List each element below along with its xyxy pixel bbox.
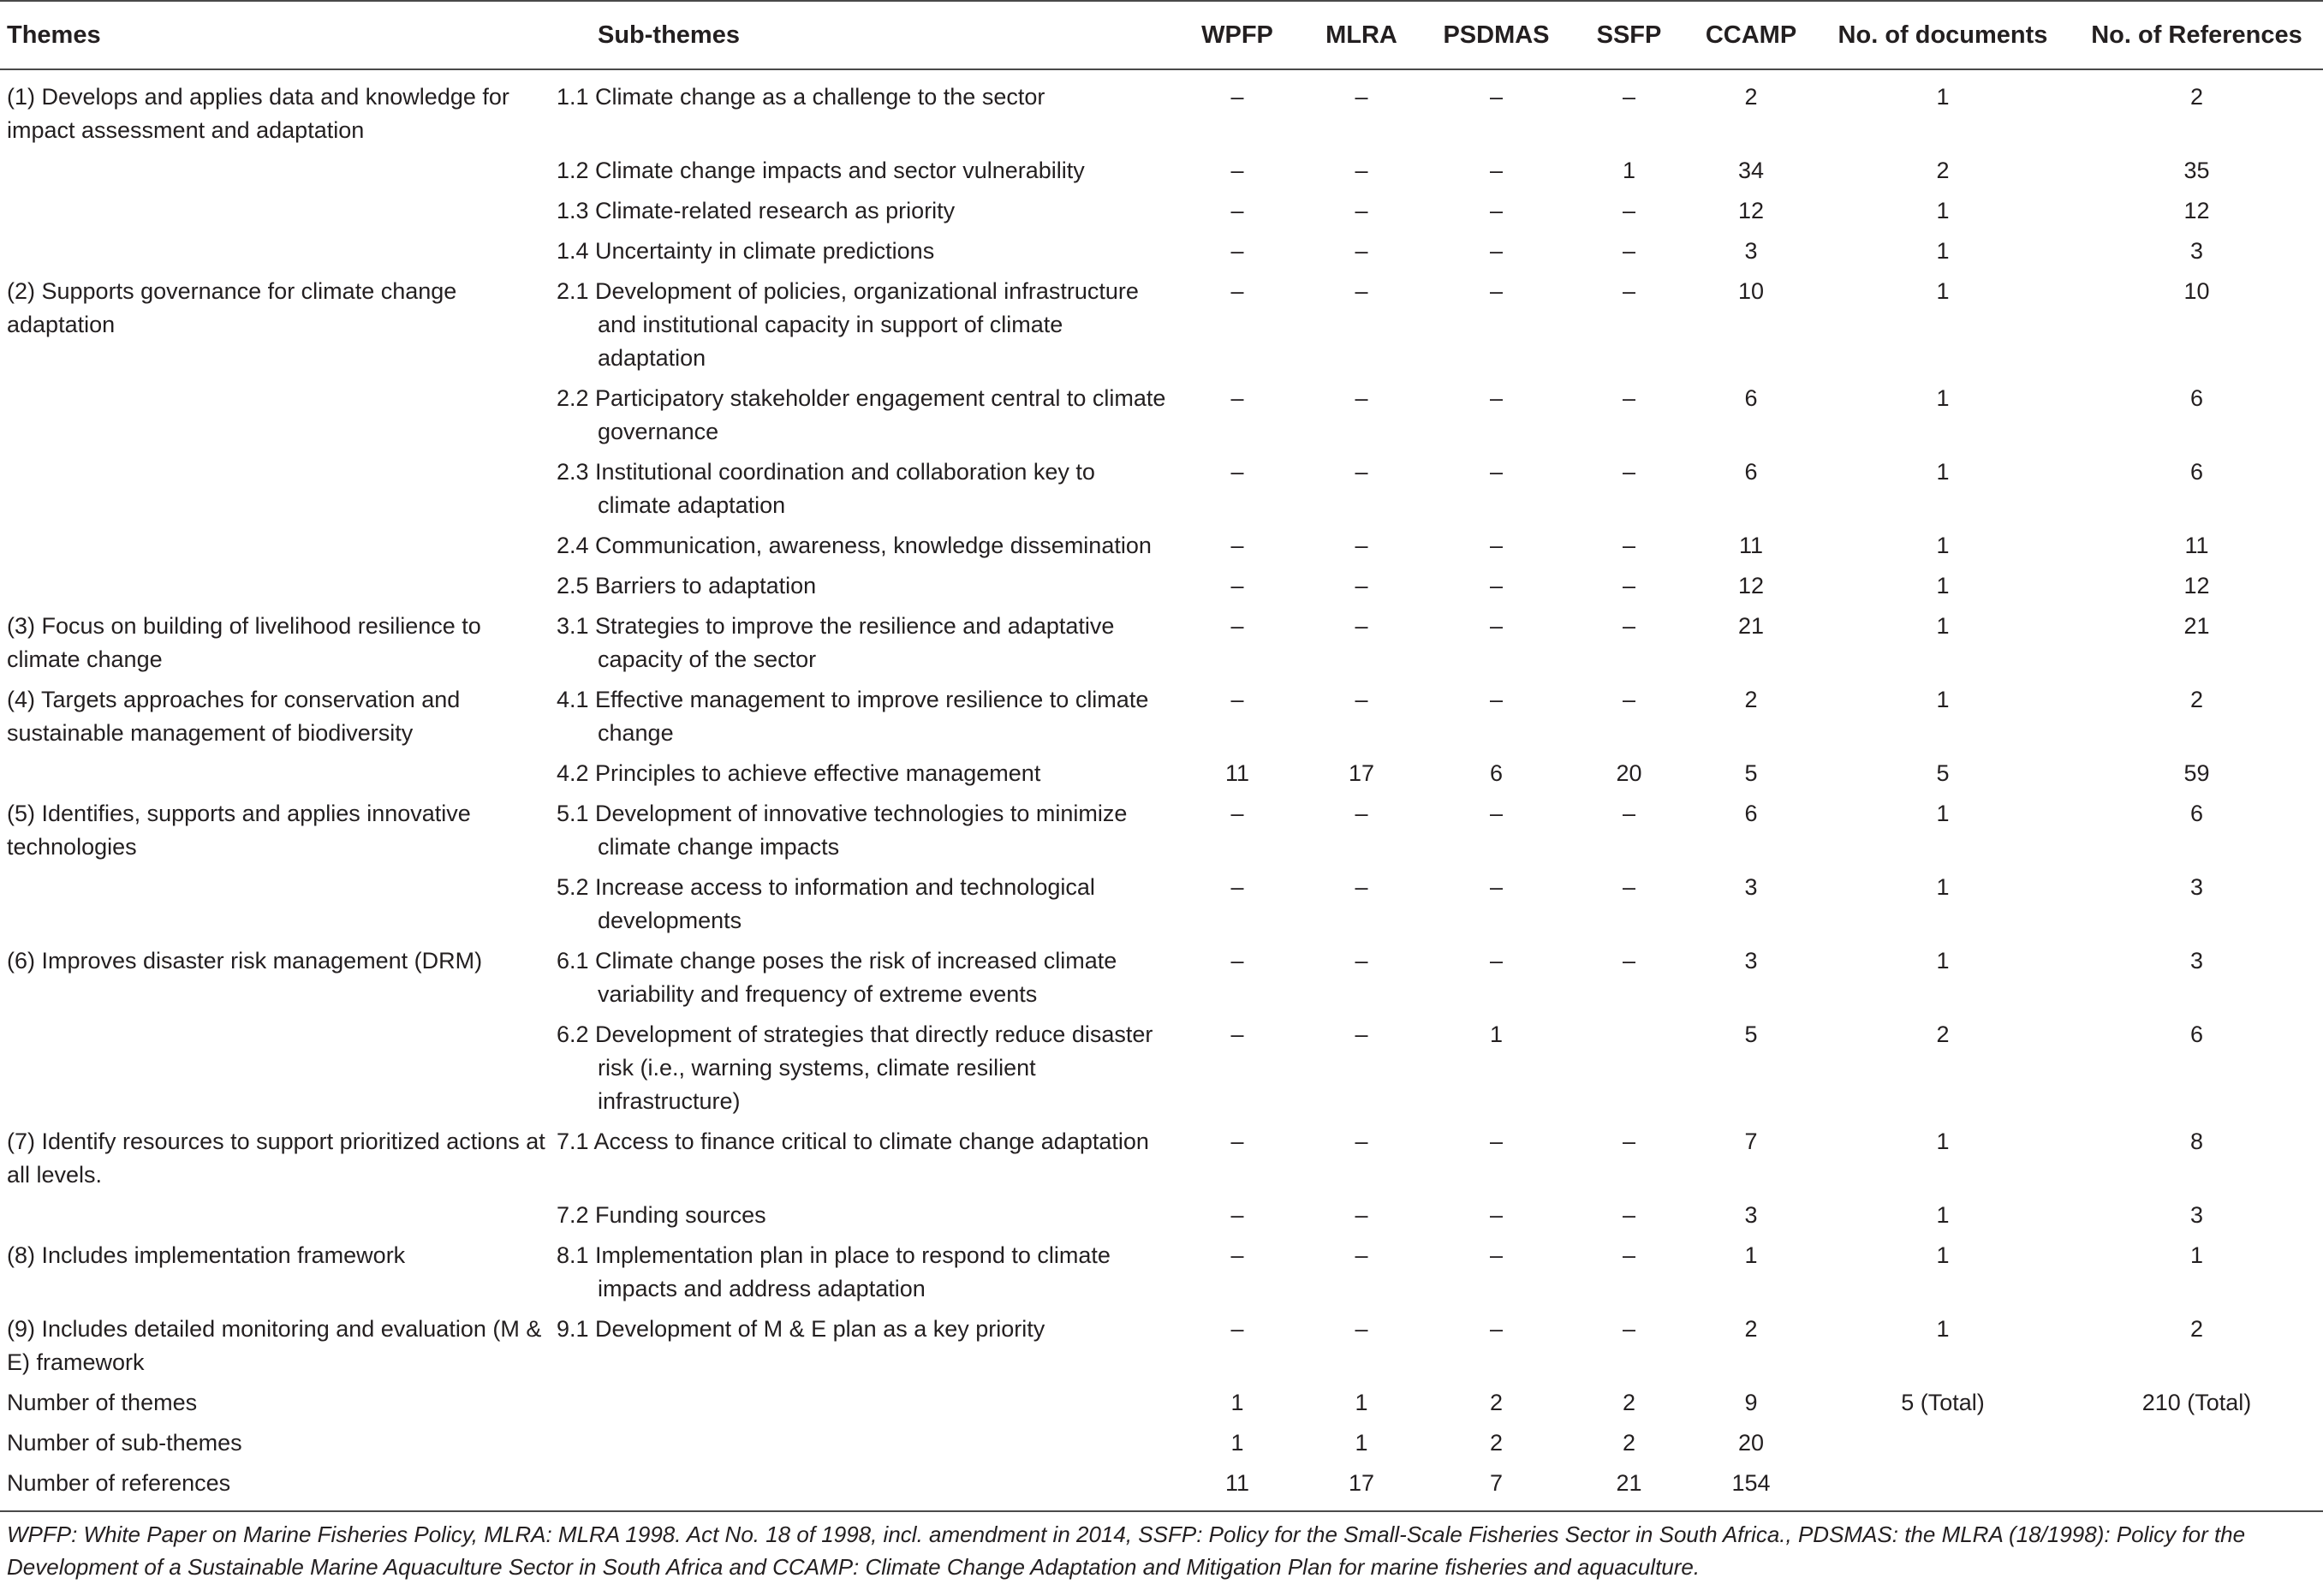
psdmas-cell: – [1489, 1202, 1504, 1228]
subtheme-cell [557, 1423, 1173, 1463]
table-row [0, 378, 2323, 452]
wpfp-cell: – [1230, 1316, 1244, 1342]
subtheme-cell [557, 1383, 1173, 1423]
references-cell: 210 (Total) [2141, 1390, 2252, 1415]
mlra-cell: – [1355, 459, 1368, 485]
col-header-references: No. of References [2070, 1, 2323, 69]
mlra-cell: – [1355, 573, 1368, 598]
theme-cell [0, 231, 557, 271]
mlra-cell: 1 [1355, 1430, 1368, 1456]
theme-cell [0, 753, 557, 794]
theme-cell: (7) Identify resources to support prioritized actions at all levels. [7, 1129, 545, 1188]
mlra-cell: – [1355, 1129, 1368, 1154]
documents-cell: 1 [1936, 1202, 1950, 1228]
ccamp-cell: 21 [1737, 613, 1765, 639]
ssfp-cell: – [1622, 459, 1636, 485]
ccamp-cell: 11 [1738, 533, 1764, 558]
psdmas-cell: 2 [1489, 1430, 1504, 1456]
references-cell: 21 [2183, 613, 2210, 639]
documents-cell: 1 [1936, 687, 1950, 712]
ccamp-cell: 3 [1744, 1202, 1758, 1228]
table-row [0, 231, 2323, 271]
ssfp-cell: – [1622, 533, 1636, 558]
ssfp-cell: – [1622, 948, 1636, 974]
psdmas-cell: – [1489, 158, 1504, 183]
wpfp-cell: – [1230, 198, 1244, 223]
table-row [0, 753, 2323, 794]
mlra-cell: – [1355, 801, 1368, 826]
references-cell: 1 [2189, 1242, 2204, 1268]
ccamp-cell: 3 [1744, 874, 1758, 900]
mlra-cell: – [1355, 1021, 1368, 1047]
subtheme-cell: 2.5 Barriers to adaptation [557, 573, 817, 598]
theme-cell [0, 151, 557, 191]
subtheme-cell: 4.1 Effective management to improve resilience to climate change [557, 687, 1149, 746]
theme-cell: (3) Focus on building of livelihood resilience to climate change [7, 613, 481, 672]
subtheme-cell: 6.1 Climate change poses the risk of increased climate variability and frequency of extreme events [557, 948, 1117, 1007]
references-cell: 10 [2183, 278, 2210, 304]
col-header-psdmas: PSDMAS [1421, 1, 1571, 69]
ssfp-cell: – [1622, 687, 1636, 712]
psdmas-cell: – [1489, 385, 1504, 411]
psdmas-cell: – [1489, 1242, 1504, 1268]
psdmas-cell: – [1489, 948, 1504, 974]
theme-cell [0, 526, 557, 566]
col-header-themes: Themes [0, 1, 557, 69]
ssfp-cell: – [1622, 801, 1636, 826]
ssfp-cell: – [1622, 385, 1636, 411]
ccamp-cell: 6 [1744, 459, 1758, 485]
documents-cell: 1 [1936, 573, 1950, 598]
table-row [0, 1236, 2323, 1309]
psdmas-cell: 2 [1489, 1390, 1504, 1415]
references-cell: 11 [2184, 533, 2209, 558]
wpfp-cell: – [1230, 1242, 1244, 1268]
wpfp-cell: – [1230, 687, 1244, 712]
subtheme-cell: 1.1 Climate change as a challenge to the sector [557, 84, 1045, 110]
references-cell: 8 [2189, 1129, 2204, 1154]
subtheme-cell: 4.2 Principles to achieve effective management [557, 760, 1041, 786]
subtheme-cell: 2.2 Participatory stakeholder engagement central to climate governance [557, 385, 1166, 444]
psdmas-cell: – [1489, 613, 1504, 639]
ssfp-cell: 20 [1616, 760, 1642, 786]
psdmas-cell: – [1489, 198, 1504, 223]
theme-cell: (5) Identifies, supports and applies innovative technologies [7, 801, 471, 860]
mlra-cell: 17 [1348, 1470, 1375, 1496]
documents-cell: 1 [1936, 948, 1950, 974]
ccamp-cell: 154 [1731, 1470, 1771, 1496]
psdmas-cell: – [1489, 1316, 1504, 1342]
ssfp-cell [1571, 1015, 1687, 1122]
ssfp-cell: 2 [1622, 1430, 1636, 1456]
table-row [0, 680, 2323, 753]
documents-cell: 5 (Total) [1901, 1390, 1985, 1415]
theme-cell: Number of references [7, 1470, 231, 1496]
mlra-cell: – [1355, 238, 1368, 264]
documents-cell [1815, 1423, 2070, 1463]
theme-cell: (4) Targets approaches for conservation and sustainable management of biodiversity [7, 687, 461, 746]
documents-cell: 1 [1936, 1316, 1950, 1342]
psdmas-cell: – [1489, 459, 1504, 485]
mlra-cell: – [1355, 1316, 1368, 1342]
table-row [0, 271, 2323, 378]
ssfp-cell: – [1622, 84, 1636, 110]
theme-cell: Number of sub-themes [7, 1430, 242, 1456]
psdmas-cell: – [1489, 801, 1504, 826]
wpfp-cell: – [1230, 801, 1244, 826]
references-cell: 3 [2189, 238, 2204, 264]
table-row [0, 606, 2323, 680]
wpfp-cell: – [1230, 278, 1244, 304]
mlra-cell: – [1355, 1202, 1368, 1228]
table-row [0, 1463, 2323, 1511]
table-row [0, 151, 2323, 191]
wpfp-cell: – [1230, 1129, 1244, 1154]
ssfp-cell: 1 [1622, 158, 1636, 183]
theme-cell [0, 191, 557, 231]
ccamp-cell: 12 [1737, 198, 1765, 223]
table-row [0, 191, 2323, 231]
references-cell: 59 [2183, 760, 2210, 786]
subtheme-cell [557, 1463, 1173, 1511]
col-header-wpfp: WPFP [1173, 1, 1301, 69]
ssfp-cell: 21 [1616, 1470, 1642, 1496]
wpfp-cell: 1 [1230, 1430, 1244, 1456]
theme-cell [0, 1195, 557, 1236]
psdmas-cell: – [1489, 278, 1504, 304]
documents-cell: 1 [1936, 238, 1950, 264]
documents-cell: 1 [1936, 198, 1950, 223]
ssfp-cell: 2 [1622, 1390, 1636, 1415]
col-header-documents: No. of documents [1815, 1, 2070, 69]
table-row [0, 566, 2323, 606]
wpfp-cell: – [1230, 1021, 1244, 1047]
subtheme-cell: 1.4 Uncertainty in climate predictions [557, 238, 935, 264]
documents-cell: 1 [1936, 385, 1950, 411]
table-footnote: WPFP: White Paper on Marine Fisheries Policy, MLRA: MLRA 1998. Act No. 18 of 1998, incl. amendment in 2014, SSFP: Policy for the Small-Scale Fisheries Sector in South Africa., PDSMAS: the MLRA (18/1998): Policy for the Development of a Sustainable Marine Aquaculture Sector in South Africa and CCAMP: Climate Change Adaptation and Mitigation Plan for marine fisheries and aquaculture. [7, 1522, 2246, 1580]
table-row [0, 867, 2323, 941]
subtheme-cell: 7.1 Access to finance critical to climate change adaptation [557, 1129, 1149, 1154]
subtheme-cell: 8.1 Implementation plan in place to respond to climate impacts and address adaptation [557, 1242, 1111, 1301]
subtheme-cell: 6.2 Development of strategies that directly reduce disaster risk (i.e., warning systems, climate resilient infrastructure) [557, 1021, 1153, 1114]
subtheme-cell: 5.2 Increase access to information and technological developments [557, 874, 1095, 933]
subtheme-cell: 9.1 Development of M & E plan as a key priority [557, 1316, 1045, 1342]
subtheme-cell: 1.3 Climate-related research as priority [557, 198, 956, 223]
ccamp-cell: 6 [1744, 385, 1758, 411]
theme-cell: (2) Supports governance for climate change adaptation [7, 278, 457, 337]
theme-cell [0, 378, 557, 452]
mlra-cell: – [1355, 533, 1368, 558]
references-cell: 12 [2183, 198, 2210, 223]
mlra-cell: – [1355, 385, 1368, 411]
references-cell: 2 [2189, 687, 2204, 712]
table-row [0, 1122, 2323, 1195]
subtheme-cell: 2.4 Communication, awareness, knowledge dissemination [557, 533, 1152, 558]
header-row [0, 1, 2323, 69]
ssfp-cell: – [1622, 1129, 1636, 1154]
table-body [0, 69, 2323, 1511]
documents-cell: 1 [1936, 533, 1950, 558]
wpfp-cell: 11 [1224, 1470, 1250, 1496]
references-cell: 6 [2189, 385, 2204, 411]
subtheme-cell: 5.1 Development of innovative technologies to minimize climate change impacts [557, 801, 1128, 860]
subtheme-cell: 1.2 Climate change impacts and sector vulnerability [557, 158, 1085, 183]
theme-cell [0, 1015, 557, 1122]
table-row [0, 452, 2323, 526]
documents-cell: 2 [1936, 158, 1950, 183]
mlra-cell: – [1355, 1242, 1368, 1268]
mlra-cell: – [1355, 84, 1368, 110]
psdmas-cell: – [1489, 84, 1504, 110]
ccamp-cell: 2 [1744, 84, 1758, 110]
wpfp-cell: – [1230, 948, 1244, 974]
mlra-cell: – [1355, 948, 1368, 974]
theme-cell [0, 452, 557, 526]
psdmas-cell: – [1489, 1129, 1504, 1154]
ssfp-cell: – [1622, 1242, 1636, 1268]
psdmas-cell: 7 [1489, 1470, 1504, 1496]
wpfp-cell: – [1230, 84, 1244, 110]
theme-cell: (9) Includes detailed monitoring and evaluation (M & E) framework [7, 1316, 542, 1375]
ssfp-cell: – [1622, 1316, 1636, 1342]
ccamp-cell: 5 [1744, 760, 1758, 786]
documents-cell: 1 [1936, 801, 1950, 826]
psdmas-cell: – [1489, 687, 1504, 712]
table-row [0, 1423, 2323, 1463]
references-cell: 3 [2189, 874, 2204, 900]
psdmas-cell: – [1489, 238, 1504, 264]
theme-cell [0, 566, 557, 606]
psdmas-cell: – [1489, 533, 1504, 558]
psdmas-cell: – [1489, 874, 1504, 900]
mlra-cell: 1 [1355, 1390, 1368, 1415]
psdmas-cell: 6 [1489, 760, 1504, 786]
col-header-mlra: MLRA [1301, 1, 1421, 69]
psdmas-cell: – [1489, 573, 1504, 598]
documents-cell: 5 [1936, 760, 1950, 786]
table-row [0, 941, 2323, 1015]
references-cell [2070, 1423, 2323, 1463]
wpfp-cell: 11 [1224, 760, 1250, 786]
wpfp-cell: – [1230, 158, 1244, 183]
ccamp-cell: 9 [1744, 1390, 1758, 1415]
ssfp-cell: – [1622, 1202, 1636, 1228]
ccamp-cell: 1 [1744, 1242, 1758, 1268]
wpfp-cell: – [1230, 385, 1244, 411]
documents-cell: 1 [1936, 84, 1950, 110]
col-header-ccamp: CCAMP [1687, 1, 1815, 69]
ccamp-cell: 7 [1744, 1129, 1758, 1154]
references-cell [2070, 1463, 2323, 1511]
mlra-cell: 17 [1348, 760, 1375, 786]
mlra-cell: – [1355, 687, 1368, 712]
references-cell: 2 [2189, 84, 2204, 110]
documents-cell: 1 [1936, 459, 1950, 485]
table-row [0, 526, 2323, 566]
references-cell: 3 [2189, 1202, 2204, 1228]
wpfp-cell: – [1230, 874, 1244, 900]
ssfp-cell: – [1622, 238, 1636, 264]
theme-cell: (6) Improves disaster risk management (DRM) [7, 948, 483, 974]
table-row [0, 1195, 2323, 1236]
wpfp-cell: – [1230, 613, 1244, 639]
ccamp-cell: 3 [1744, 948, 1758, 974]
wpfp-cell: – [1230, 238, 1244, 264]
wpfp-cell: – [1230, 459, 1244, 485]
references-cell: 12 [2183, 573, 2210, 598]
theme-cell: (8) Includes implementation framework [7, 1242, 406, 1268]
wpfp-cell: – [1230, 573, 1244, 598]
documents-cell: 1 [1936, 874, 1950, 900]
ssfp-cell: – [1622, 278, 1636, 304]
references-cell: 35 [2183, 158, 2210, 183]
ccamp-cell: 34 [1737, 158, 1765, 183]
mlra-cell: – [1355, 198, 1368, 223]
documents-cell [1815, 1463, 2070, 1511]
mlra-cell: – [1355, 158, 1368, 183]
references-cell: 2 [2189, 1316, 2204, 1342]
references-cell: 6 [2189, 801, 2204, 826]
col-header-ssfp: SSFP [1571, 1, 1687, 69]
ccamp-cell: 10 [1737, 278, 1765, 304]
subtheme-cell: 2.3 Institutional coordination and collaboration key to climate adaptation [557, 459, 1095, 518]
ccamp-cell: 3 [1744, 238, 1758, 264]
documents-cell: 1 [1936, 1242, 1950, 1268]
table-row [0, 69, 2323, 151]
subtheme-cell: 3.1 Strategies to improve the resilience and adaptative capacity of the sector [557, 613, 1115, 672]
psdmas-cell: 1 [1489, 1021, 1504, 1047]
ccamp-cell: 2 [1744, 687, 1758, 712]
ccamp-cell: 12 [1737, 573, 1765, 598]
table-row [0, 1383, 2323, 1423]
ssfp-cell: – [1622, 874, 1636, 900]
ccamp-cell: 6 [1744, 801, 1758, 826]
table-row [0, 794, 2323, 867]
ssfp-cell: – [1622, 198, 1636, 223]
references-cell: 6 [2189, 1021, 2204, 1047]
ssfp-cell: – [1622, 613, 1636, 639]
wpfp-cell: 1 [1230, 1390, 1244, 1415]
mlra-cell: – [1355, 278, 1368, 304]
ssfp-cell: – [1622, 573, 1636, 598]
wpfp-cell: – [1230, 1202, 1244, 1228]
mlra-cell: – [1355, 874, 1368, 900]
theme-cell: Number of themes [7, 1390, 198, 1415]
wpfp-cell: – [1230, 533, 1244, 558]
documents-cell: 1 [1936, 1129, 1950, 1154]
table-row [0, 1309, 2323, 1383]
documents-cell: 1 [1936, 613, 1950, 639]
documents-cell: 1 [1936, 278, 1950, 304]
documents-cell: 2 [1936, 1021, 1950, 1047]
mlra-cell: – [1355, 613, 1368, 639]
ccamp-cell: 2 [1744, 1316, 1758, 1342]
ccamp-cell: 20 [1737, 1430, 1765, 1456]
table-row [0, 1015, 2323, 1122]
subtheme-cell: 7.2 Funding sources [557, 1202, 766, 1228]
ccamp-cell: 5 [1744, 1021, 1758, 1047]
references-cell: 3 [2189, 948, 2204, 974]
theme-cell [0, 867, 557, 941]
col-header-subthemes: Sub-themes [557, 1, 1173, 69]
theme-cell: (1) Develops and applies data and knowledge for impact assessment and adaptation [7, 84, 509, 143]
subtheme-cell: 2.1 Development of policies, organizational infrastructure and institutional capacity in support of climate adaptation [557, 278, 1139, 371]
references-cell: 6 [2189, 459, 2204, 485]
